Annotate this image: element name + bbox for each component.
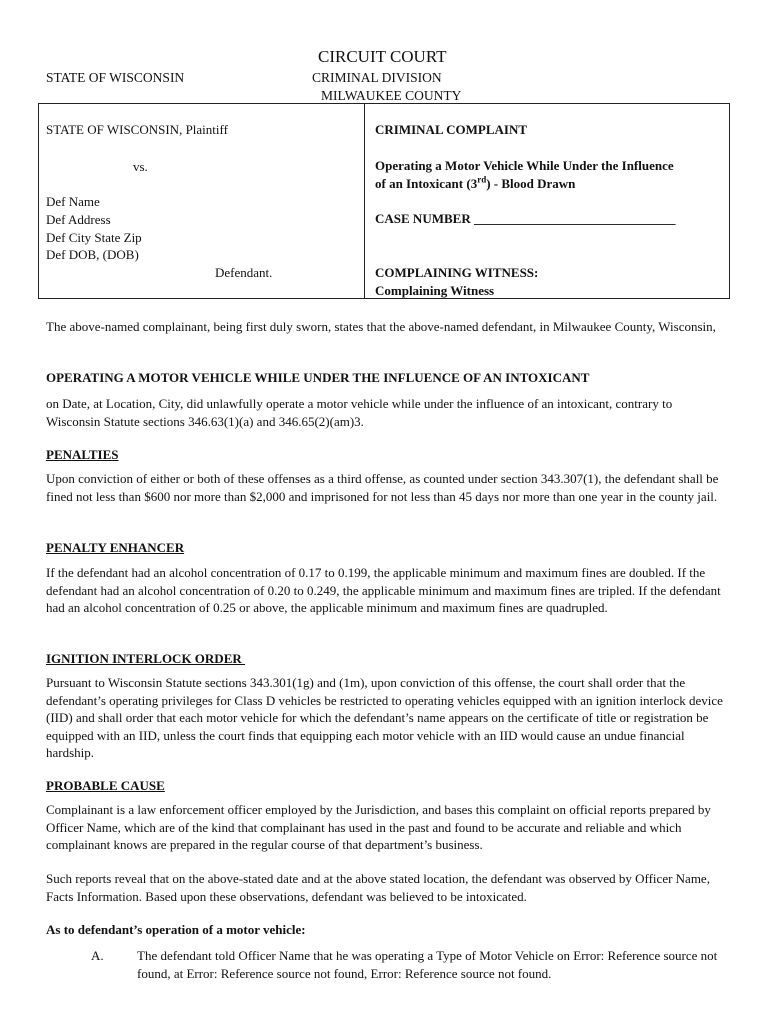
case-number-field: CASE NUMBER _______________________________ [375,211,676,226]
defendant-city: Def City State Zip [46,230,142,245]
versus-label: vs. [133,159,148,174]
witness-name: Complaining Witness [375,283,495,298]
enhancer-paragraph: If the defendant had an alcohol concentration of 0.17 to 0.199, the applicable minimum and maximum fines are doubled. If the defendant had an alcohol concentration of 0.20 to 0.249, the applicable minimum and maximum fines are tripled. If the defendant had an alcohol concentration of 0.25 or above, the applicable minimum and maximum fines are quadrupled. [46,565,721,615]
intro-paragraph: The above-named complainant, being first duly sworn, states that the above-named defendant, in Milwaukee County, Wisconsin, [46,319,716,334]
probable-cause-heading: PROBABLE CAUSE [46,778,165,793]
court-title: CIRCUIT COURT [318,47,447,66]
enhancer-heading: PENALTY ENHANCER [46,540,185,555]
state-label: STATE OF WISCONSIN [46,70,185,85]
list-item-a-text: The defendant told Officer Name that he was operating a Type of Motor Vehicle on Error: Reference source not found, at Error: Reference source not found, Error: Reference source not found. [137,948,718,981]
penalties-paragraph: Upon conviction of either or both of these offenses as a third offense, as counted under section 343.307(1), the defendant shall be fined not less than $600 nor more than $2,000 and imprisoned for not less than 45 days nor more than one year in the county jail. [46,471,719,504]
probable-cause-paragraph-2: Such reports reveal that on the above-stated date and at the above stated location, the defendant was observed by Officer Name, Facts Information. Based upon these observations, defendant was believed to be intoxicated. [46,871,710,904]
plaintiff-line: STATE OF WISCONSIN, Plaintiff [46,122,228,137]
penalties-heading: PENALTIES [46,447,119,462]
document-type: CRIMINAL COMPLAINT [375,122,528,137]
defendant-dob: Def DOB, (DOB) [46,247,139,262]
iid-heading: IGNITION INTERLOCK ORDER [46,651,246,666]
operation-heading: As to defendant’s operation of a motor vehicle: [46,922,306,937]
defendant-address: Def Address [46,212,111,227]
charge-line2-post: ) - Blood Drawn [486,176,576,191]
county-label: MILWAUKEE COUNTY [321,88,462,103]
defendant-name: Def Name [46,194,100,209]
count-heading: OPERATING A MOTOR VEHICLE WHILE UNDER THE INFLUENCE OF AN INTOXICANT [46,370,590,385]
witness-label: COMPLAINING WITNESS: [375,265,539,280]
defendant-label: Defendant. [215,265,273,280]
division-label: CRIMINAL DIVISION [312,70,442,85]
charge-line2-sup: rd [477,174,487,185]
count-paragraph: on Date, at Location, City, did unlawfully operate a motor vehicle while under the influence of an intoxicant, contrary to Wisconsin Statute sections 346.63(1)(a) and 346.65(2)(am)3. [46,396,673,429]
caption-divider [364,103,365,299]
list-item-letter-a: A. [91,948,104,963]
iid-paragraph: Pursuant to Wisconsin Statute sections 343.301(1g) and (1m), upon conviction of this offense, the court shall order that the defendant’s operating privileges for Class D vehicles be restricted to operating vehicles equipped with an ignition interlock device (IID) and shall order that each motor vehicle for which the defendant’s name appears on the certificate of title or registration be equipped with an IID, unless the court finds that equipping each motor vehicle with an IID would cause an undue financial hardship. [46,675,723,760]
charge-title-line1: Operating a Motor Vehicle While Under the Influence [375,158,674,173]
probable-cause-paragraph-1: Complainant is a law enforcement officer employed by the Jurisdiction, and bases this complaint on official reports prepared by Officer Name, which are of the kind that complainant has used in the past and found to be accurate and reliable and which complainant knows are prepared in the regular course of that department’s business. [46,802,711,852]
charge-line2-pre: of an Intoxicant (3 [375,176,478,191]
charge-title-line2 [375,175,575,193]
